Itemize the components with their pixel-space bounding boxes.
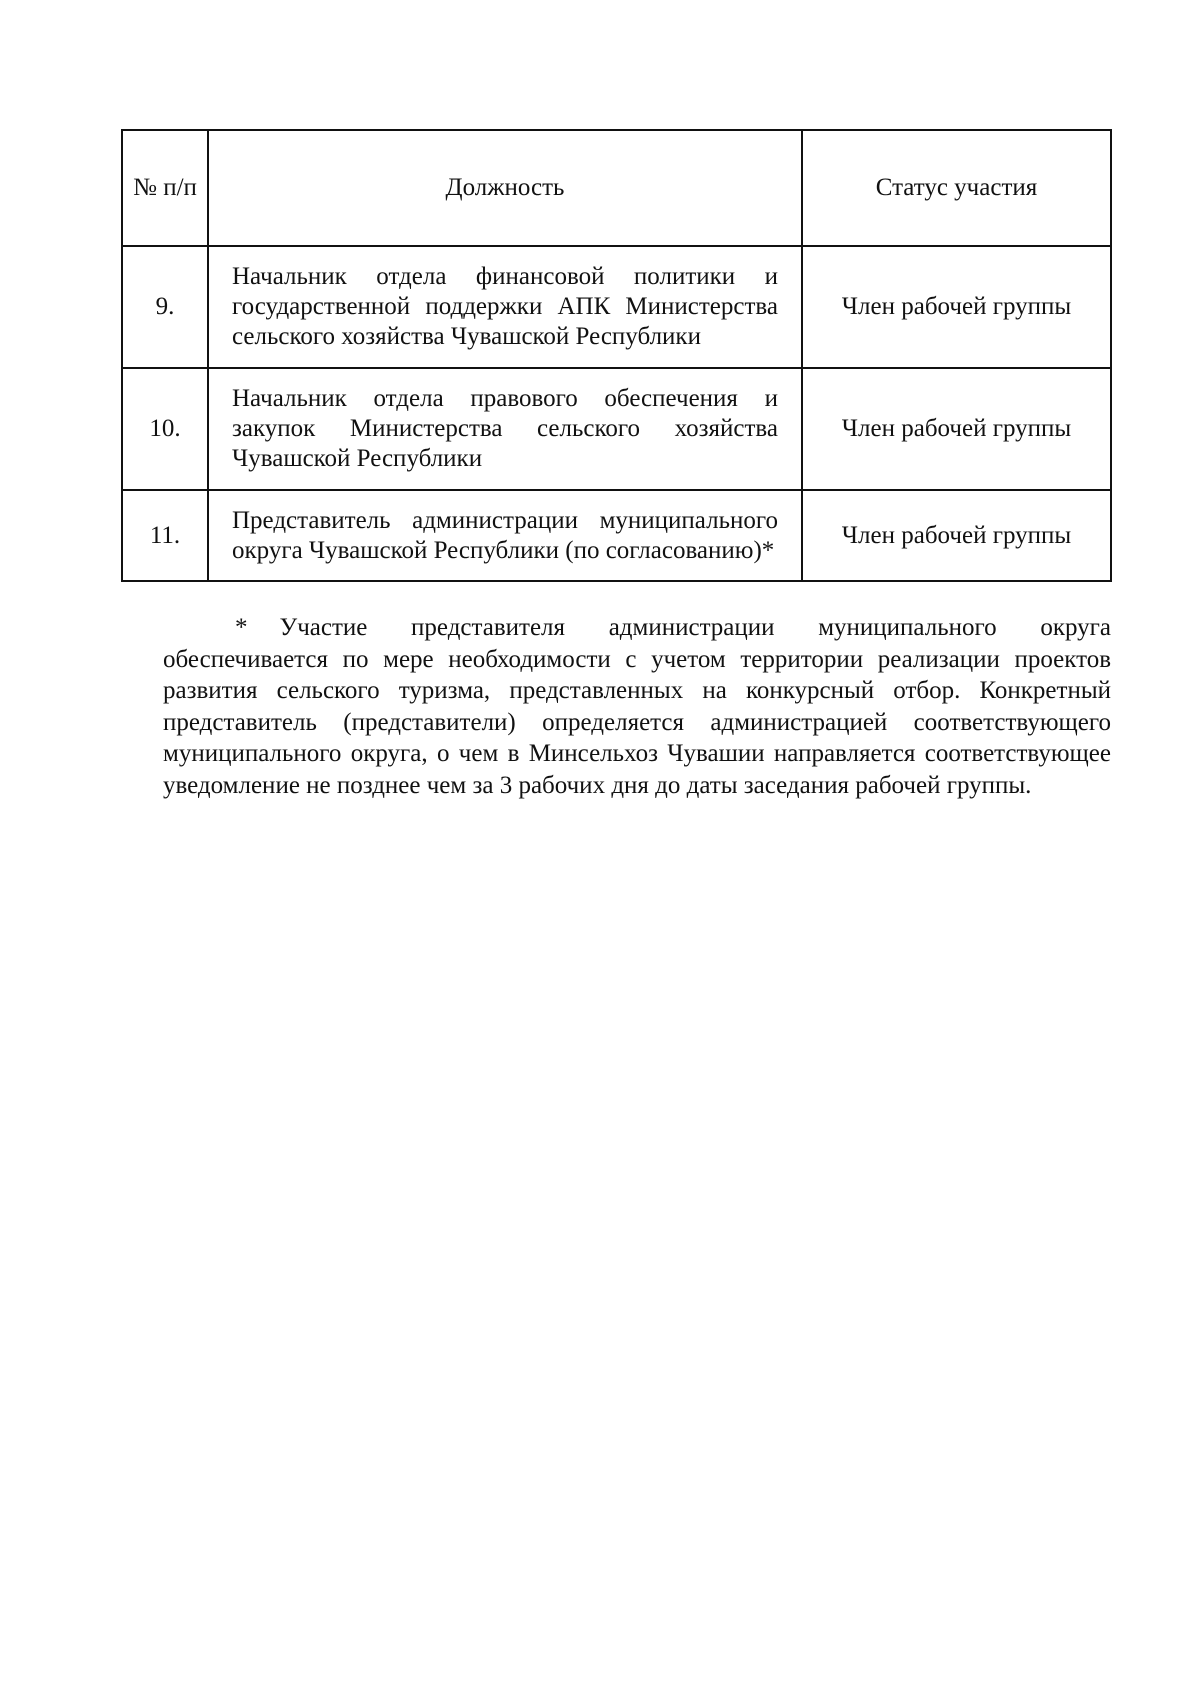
row-status: Член рабочей группы <box>802 246 1111 368</box>
row-num: 9. <box>122 246 208 368</box>
row-num: 11. <box>122 490 208 581</box>
header-num-label: № п/п <box>133 174 197 201</box>
row-position-text: Начальник отдела правового обеспечения и закупок Министерства сельского хозяйства Чувашской Республики <box>232 385 778 472</box>
row-position-text: Начальник отдела финансовой политики и государственной поддержки АПК Министерства сельского хозяйства Чувашской Республики <box>232 263 778 350</box>
table-row <box>122 368 1111 490</box>
row-status: Член рабочей группы <box>802 368 1111 490</box>
row-position <box>208 490 802 581</box>
table-header-row <box>122 130 1111 246</box>
table-row <box>122 246 1111 368</box>
working-group-table <box>121 129 1112 582</box>
row-position-text: Представитель администрации муниципального округа Чувашской Республики (по согласованию)* <box>232 506 778 564</box>
footnote <box>163 612 1111 801</box>
row-status: Член рабочей группы <box>802 490 1111 581</box>
row-position <box>208 246 802 368</box>
row-num: 10. <box>122 368 208 490</box>
table-row <box>122 490 1111 581</box>
footnote-text: Участие представителя администрации муниципального округа обеспечивается по мере необходимости с учетом территории реализации проектов развития сельского туризма, представленных на конкурсный отбор. Конкретный представитель (представители) определяется администрацией соответствующего муниципального округа, о чем в Минсельхоз Чувашии направляется соответствующее уведомление не позднее чем за 3 рабочих дня до даты заседания рабочей группы. <box>163 614 1111 799</box>
header-position: Должность <box>208 130 802 246</box>
header-status: Статус участия <box>802 130 1111 246</box>
footnote-marker: * <box>235 614 248 641</box>
header-num <box>122 130 208 246</box>
row-position <box>208 368 802 490</box>
